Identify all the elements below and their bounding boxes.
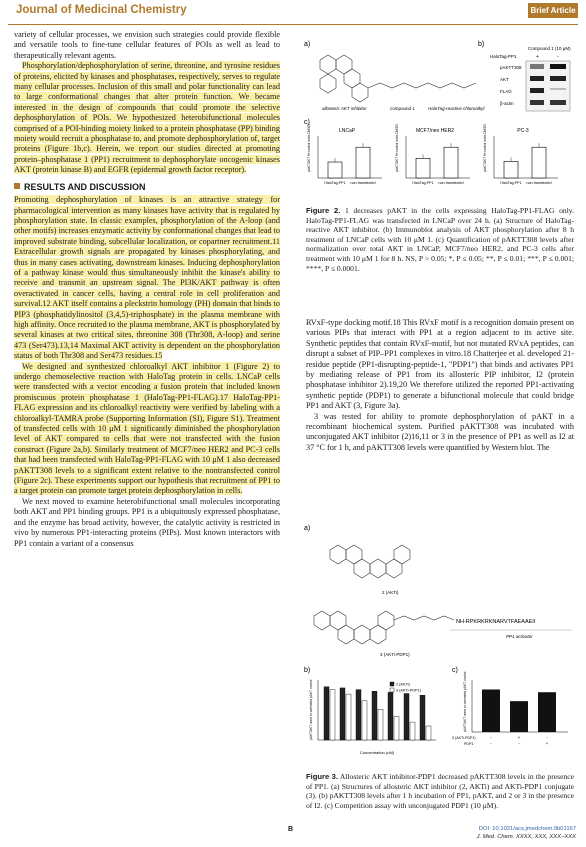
bar xyxy=(372,691,377,740)
x-axis-label: Concentration (uM) xyxy=(359,750,395,755)
condition-sign: + xyxy=(517,735,521,740)
panel-c-label: c) xyxy=(452,667,458,674)
legend-label: 3 (AKTi-PDP1) xyxy=(396,688,421,693)
blot-row-label: FLAG xyxy=(500,89,512,94)
compound-1-structure xyxy=(320,55,476,102)
condition-sign: + xyxy=(545,741,549,746)
y-axis-label: pAKT/AKT norm to untreated pAKT control xyxy=(309,679,313,740)
compound-3-structure xyxy=(314,611,454,644)
y-axis-label: pAKT/AKT % control norm DMSO xyxy=(483,124,487,172)
panel-c-label: c) xyxy=(304,119,310,126)
blot-row-label: pAKTT308 xyxy=(500,65,522,70)
y-axis-label: pAKT/AKT norm to untreated pAKT control xyxy=(463,671,467,732)
highlighted-text: Promoting dephosphorylation of kinases is an attractive strategy for pharmacological intervention as many kinases have activity that is regulated by phosphorylation state. In classic examples, phosphorylation of the A-loop (and other motifs) increases enzymatic activity by conformational changes that lead to improved substrate binding, subcellular localization, or copartner recruitment.11 Extracellular growth signals are propagated by kinases phosphorylating, and thus in many cases activating, downstream kinases. Inducing dephosphorylation of a pathway kinase would thus simultaneously inhibit the kinase's ability to receive and transmit an upstream signal. The PI3K/AKT pathway is often overactivated in cancer cells, having a central role in cell proliferation and survival.12 AKT itself contains a pleckstrin homology (PH) domain that binds to PIP3 (phosphatidylinositol (3,4,5)-triphosphate) in the plasma membrane with high affinity. Once recruited to the plasma membrane, AKT is phosphorylated by several kinases at two critical sites, threonine 308 (Thr308, A-loop) and serine 473 (Ser473).13,14 Maximal AKT activity is dependent on the phosphorylation status of both Thr308 and Ser473 residues.15 xyxy=(14,195,280,361)
figure-3-caption: Figure 3. Allosteric AKT inhibitor-PDP1 decreased pAKTT308 levels in the presence of PP1. (a) Structures of allosteric AKT inhibitor (2, AKTi) and AKTi-PDP1 conjugate (3). (b) pAKTT308 levels after 1 h incubation of PP1, pAKT, and 2 or 3 in the presence of I2. (c) Competition assay with unconjugated PDP1 (10 μM). xyxy=(306,772,574,810)
blot-header: Compound 1 (10 μM) xyxy=(528,46,571,51)
doi-link[interactable]: DOI: 10.1021/acs.jmedchem.9b01167 xyxy=(478,826,576,832)
blot-sign: - xyxy=(557,54,559,60)
blot-row-label: AKT xyxy=(500,77,509,82)
figure-3 xyxy=(300,520,576,768)
bar xyxy=(378,709,383,740)
blot-condition-label: HaloTag-PP1 xyxy=(490,54,517,59)
footer-citation xyxy=(477,826,576,841)
bar xyxy=(510,701,528,732)
tick-label: non-transfected xyxy=(438,181,464,185)
chart-title: LNCaP xyxy=(338,128,356,134)
condition-sign: - xyxy=(490,735,492,740)
structure-label: 3 (AKTi-PDP1) xyxy=(380,652,410,657)
figure-3-graphic xyxy=(300,520,576,768)
highlighted-text: Phosphorylation/dephosphorylation of serine, threonine, and tyrosine residues of proteins, elicited by kinases and phosphatases, respectively, serves to regulate many cellular processes. Inclusion of this small and polar functionality can lead to large conformational changes that alter protein function. We became interested in the design of compounds that could promote the selective dephosphorylation of POIs. We hypothesized heterobifunctional molecules comprised of a POI-binding moiety linked to a protein phosphatase (PP) binding moiety would recruit a phosphatase to, and promote dephosphorylation of, target proteins (Figure 1b,c). Herein, we report our studies directed at promoting protein–phosphatase 1 (PP1) recruitment to dephosphorylate oncogenic kinases AKT (protein kinase B) and EGFR (epidermal growth factor receptor). xyxy=(14,61,280,175)
condition-sign: - xyxy=(518,741,520,746)
figure-2-graphic xyxy=(300,38,576,198)
bar xyxy=(330,690,335,740)
panel-b-label: b) xyxy=(478,41,485,48)
panel-b-label: b) xyxy=(304,667,311,674)
bar xyxy=(324,687,329,740)
y-axis-label: pAKT/AKT % control norm DMSO xyxy=(395,124,399,172)
left-column xyxy=(14,30,280,549)
page-number: B xyxy=(288,826,294,833)
bar xyxy=(362,701,367,740)
blot-sign: + xyxy=(536,54,539,60)
highlighted-text: We designed and synthesized chloroalkyl AKT inhibitor 1 (Figure 2) to undergo chemoselective reaction with HaloTag protein in cells. LNCaP cells were transfected with a vector encoding a fusion protein that included known promiscuous protein phosphatase 1 (HaloTag-PP1-FLAG).17 HaloTag-PP1-FLAG expression and its chloroalkyl reactivity were verified by labeling with a chloroalkyl-TAMRA probe (Supporting Information (SI), Figure S1). Treatment of transfected cells with 10 μM 1 significantly diminished the phosphorylation level of AKT compared to cells that were not transfected with the fusion construct (Figure 2a,b). Similarly treatment of MCF7/neo HER2 and PC-3 cells that had been transfected with HaloTag-PP1-FLAG with 10 μM 1 also decreased pAKTT308 levels to a significant extent relative to the nontransfected control (Figure 2c). These experiments support our hypothesis that recruitment of PP1 to a target protein can promote target protein dephosphorylation in cells. xyxy=(14,361,280,496)
fig2-bar-charts xyxy=(307,124,558,185)
bar xyxy=(538,692,556,732)
tick-label: HaloTag-PP1 xyxy=(500,181,522,185)
tick-label: HaloTag-PP1 xyxy=(412,181,434,185)
fig3b-chart xyxy=(309,679,436,755)
bar xyxy=(420,695,425,740)
tick-label: non-transfected xyxy=(350,181,376,185)
section-heading: RESULTS AND DISCUSSION xyxy=(14,182,280,192)
bar xyxy=(356,147,370,178)
paragraph xyxy=(14,61,280,175)
bar xyxy=(346,694,351,740)
paragraph: 3 was tested for ability to promote dephosphorylation of pAKT in a recombinant biochemical system. Purified pAKTT308 was incubated with unconjugated AKT inhibitor (2)16,11 or 3 in the presence of PP1 as well as I2 at 37 °C for 1 h, and pAKTT308 levels were quantified by Western blot. The xyxy=(306,411,574,452)
bar xyxy=(394,716,399,740)
page-header xyxy=(8,0,578,25)
blot-row-label: β-actin xyxy=(500,101,514,106)
paragraph xyxy=(14,195,280,362)
legend-swatch xyxy=(390,688,394,692)
article-type-badge: Brief Article xyxy=(528,3,578,18)
structure-label: HaloTag-reactive chloroalkyl xyxy=(428,106,485,111)
structure-label: 2 (AKTi) xyxy=(382,590,399,595)
legend-label: 2 (AKTi) xyxy=(396,682,410,687)
panel-a-label: a) xyxy=(304,525,311,532)
paragraph: RVxF-type docking motif.18 This RVxF motif is a recognition domain present on various PIPs that interact with PP1 at a region adjacent to its active site. Synthetic peptides that contain RVxF-motif, but not mutated RVxA peptides, can disrupt a subset of PIP–PP1 complexes in vitro.18 Chatterjee et al. developed 21-residue peptide (PP1-disrupting-peptide-1, "PDP1") that binds and activates PP1 by mediating release of PP1 from its allosteric PIP inhibitor, I2 (protein phosphatase inhibitor 2).19,20 We therefore utilized the reported PP1-activating synthetic peptide (PDP1) to generate a bifunctional molecule that could bridge PP1 and AKT (3, Figure 3a). xyxy=(306,318,574,411)
condition-row-label: PDP1 xyxy=(464,742,474,746)
peptide-label: PP1 activator xyxy=(506,634,533,639)
peptide-sequence: NH-RPKRKRKNARVTFAEAAEII xyxy=(456,619,536,625)
bar xyxy=(410,722,415,740)
tick-label: non-transfected xyxy=(526,181,552,185)
bar xyxy=(444,147,458,178)
legend-swatch xyxy=(390,682,394,686)
panel-a-label: a) xyxy=(304,41,311,48)
condition-row-label: 3 (AKTi-PDP1) xyxy=(452,736,476,740)
bar xyxy=(482,689,500,732)
bar xyxy=(426,726,431,740)
journal-name[interactable]: Journal of Medicinal Chemistry xyxy=(16,4,187,16)
figure-2-caption: Figure 2. 1 decreases pAKT in the cells expressing HaloTag-PP1-FLAG only. HaloTag-PP1-FLAG was transfected in LNCaP over 24 h. (a) Structure of HaloTag-reactive AKT inhibitor. (b) Immunoblot analysis of AKT phosphorylation after 8 h treatment of LNCaP cells with 10 μM 1. (c) Quantification of pAKTT308 levels after normalization over total AKT in LNCaP, MCF7/neo HER2, and PC-3 cells after treatment with 10 μM 1 for 8 h. NS, P > 0.05; *, P ≤ 0.05; **, P ≤ 0.01; ***, P ≤ 0.001; ****, P ≤ 0.0001. xyxy=(306,206,575,273)
western-blot xyxy=(526,61,570,111)
square-bullet-icon xyxy=(14,183,20,189)
bar xyxy=(388,692,393,740)
right-column xyxy=(306,318,574,453)
structure-label: compound 1 xyxy=(390,106,415,111)
bar xyxy=(356,690,361,740)
chart-title: PC-3 xyxy=(517,128,529,134)
compound-2-structure xyxy=(330,545,410,578)
paragraph: variety of cellular processes, we envision such strategies could provide flexible and versatile tools to fine-tune cellular features of POIs as well as lead to therapeutically relevant agents. xyxy=(14,30,280,60)
condition-sign: - xyxy=(546,735,548,740)
bar xyxy=(532,147,546,178)
bar xyxy=(416,158,430,178)
bar xyxy=(504,161,518,178)
structure-label: allosteric AKT inhibitor xyxy=(322,106,367,111)
condition-sign: - xyxy=(490,741,492,746)
chart-title: MCF7/neo HER2 xyxy=(415,128,455,134)
citation: J. Med. Chem. XXXX, XXX, XXX−XXX xyxy=(476,833,576,840)
tick-label: HaloTag-PP1 xyxy=(324,181,346,185)
fig3c-chart xyxy=(452,671,568,746)
paragraph: We next moved to examine heterobifunctional small molecules incorporating both AKT and PP1 binding groups. PP1 is a ubiquitously expressed phosphatase, and the enzyme has broad activity, however, the catalytic activity is restricted in vivo by numerous PP1-interacting proteins (PIPs). Most known interactors with PP1 contain a variant of a consensus xyxy=(14,496,280,548)
paragraph xyxy=(14,362,280,497)
bar xyxy=(340,688,345,740)
bar xyxy=(328,162,342,178)
bar xyxy=(404,694,409,740)
figure-2 xyxy=(300,38,576,198)
y-axis-label: pAKT/AKT % control norm DMSO xyxy=(307,124,311,172)
